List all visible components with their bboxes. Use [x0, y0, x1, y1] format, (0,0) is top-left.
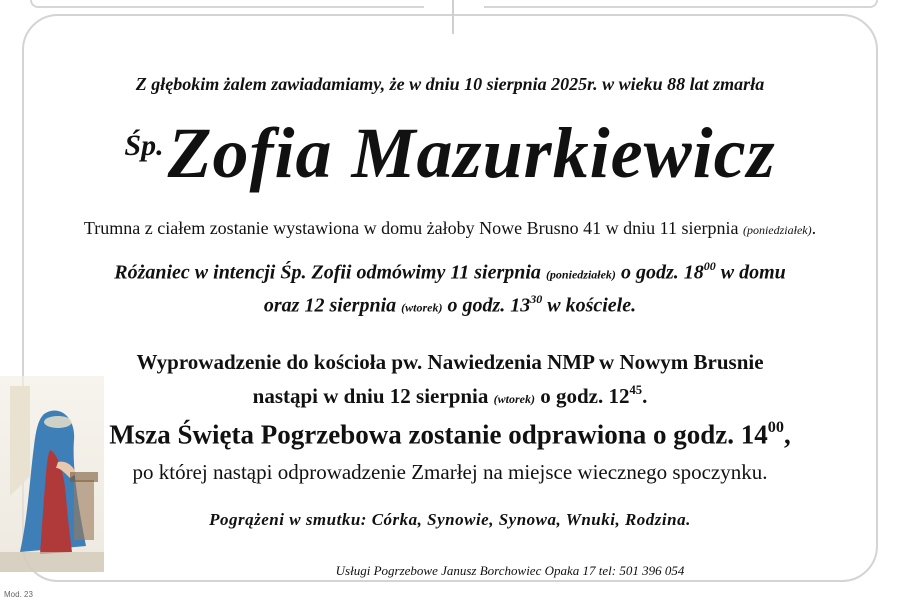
madonna-image [0, 376, 104, 572]
mourners-text: Pogrążeni w smutku: Córka, Synowie, Synowa, Wnuki, Rodzina. [209, 510, 691, 529]
procession-time: o godz. 12 [540, 383, 630, 408]
mass-time-minutes: 00 [767, 418, 784, 436]
rosary-day-2: (wtorek) [401, 300, 443, 315]
rosary-place-2: w kościele. [542, 294, 637, 317]
rosary-text-2: oraz 12 sierpnia [263, 294, 397, 317]
frame-top-right-ornament [484, 0, 878, 8]
procession-day: (wtorek) [493, 391, 535, 406]
intro-text: Z głębokim żalem zawiadamiamy, że w dniu 10 sierpnia 2025r. w wieku 88 lat zmarła [135, 74, 765, 94]
rosary-line-1 [0, 259, 900, 284]
funeral-home-footer: Usługi Pogrzebowe Janusz Borchowiec Opaka 17 tel: 501 396 054 [335, 563, 685, 578]
model-label: Mod. 23 [4, 590, 33, 599]
rosary-line-2 [0, 292, 900, 317]
rosary-time-1: o godz. 18 [620, 261, 704, 284]
rosary-time-1-minutes: 00 [703, 259, 716, 273]
mass-text: Msza Święta Pogrzebowa zostanie odprawiona o godz. 14 [109, 419, 768, 450]
coffin-end: . [811, 218, 817, 238]
procession-line-1: Wyprowadzenie do kościoła pw. Nawiedzenia NMP w Nowym Brusnie [136, 350, 764, 374]
frame-top-left-ornament [30, 0, 424, 8]
coffin-day: (poniedziałek) [742, 223, 812, 237]
after-mass-text: po której nastąpi odprowadzenie Zmarłej na miejsce wiecznego spoczynku. [132, 460, 768, 484]
coffin-text: Trumna z ciałem zostanie wystawiona w domu żałoby Nowe Brusno 41 w dniu 11 sierpnia [83, 218, 739, 238]
rosary-time-2-minutes: 30 [530, 292, 543, 306]
rosary-place-1: w domu [715, 261, 786, 284]
procession-date: nastąpi w dniu 12 sierpnia [252, 383, 489, 408]
name-prefix: Śp. [124, 129, 164, 162]
deceased-name-row [0, 112, 900, 195]
mass-info [0, 418, 900, 450]
mass-end: , [783, 419, 791, 450]
procession-line-2 [0, 383, 900, 409]
procession-end: . [642, 383, 648, 408]
coffin-info [0, 218, 900, 239]
rosary-time-2: o godz. 13 [447, 294, 531, 317]
deceased-name: Zofia Mazurkiewicz [167, 113, 776, 193]
rosary-text-1: Różaniec w intencji Śp. Zofii odmówimy 11 sierpnia [114, 261, 541, 284]
procession-time-minutes: 45 [629, 383, 643, 397]
cross-icon [452, 0, 454, 34]
rosary-day-1: (poniedziałek) [545, 267, 616, 282]
